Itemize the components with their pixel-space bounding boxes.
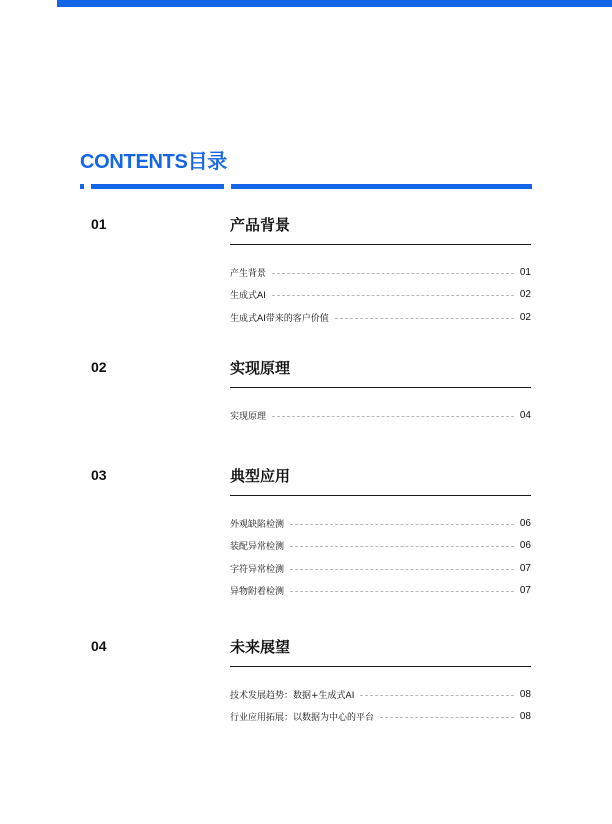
toc-entry-page: 02 (519, 311, 531, 323)
toc-entry-page: 02 (519, 289, 531, 301)
dotted-leader (290, 546, 514, 547)
toc-entry-page: 08 (519, 688, 531, 700)
toc-entry-label: 生成式AI (230, 291, 266, 302)
toc-entry[interactable] (230, 261, 531, 284)
toc-entry[interactable] (230, 683, 531, 706)
section-items (230, 683, 531, 728)
dotted-leader (272, 295, 514, 296)
toc-entry-page: 08 (519, 711, 531, 723)
section-number: 02 (91, 359, 107, 375)
toc-entry-label: 异物附着检测 (230, 587, 285, 598)
toc-entry[interactable] (230, 306, 531, 329)
dotted-leader (335, 318, 514, 319)
title-rule-dot (80, 184, 84, 189)
toc-entry[interactable] (230, 404, 531, 427)
section-items (230, 261, 531, 329)
contents-title: CONTENTS目录 (80, 151, 228, 173)
dotted-leader (290, 591, 514, 592)
section-title: 典型应用 (230, 467, 291, 485)
section-number: 04 (91, 638, 107, 654)
toc-entry[interactable] (230, 557, 531, 580)
toc-entry-label: 产生背景 (230, 268, 267, 279)
dotted-leader (380, 717, 514, 718)
section-items (230, 512, 531, 602)
title-rule-right (231, 184, 532, 189)
section-title: 实现原理 (230, 359, 291, 377)
toc-entry-label: 生成式AI带来的客户价值 (230, 313, 329, 324)
toc-entry-label: 字符异常检测 (230, 564, 285, 575)
dotted-leader (272, 273, 514, 274)
dotted-leader (360, 695, 514, 696)
toc-entry-label: 行业应用拓展：以数据为中心的平台 (230, 713, 375, 724)
top-accent-bar (57, 0, 612, 7)
section-rule (230, 666, 531, 667)
section-rule (230, 244, 531, 245)
toc-entry-label: 装配异常检测 (230, 542, 285, 553)
toc-entry-page: 07 (519, 585, 531, 597)
dotted-leader (272, 416, 514, 417)
section-title: 未来展望 (230, 638, 291, 656)
section-number: 03 (91, 467, 107, 483)
section-number: 01 (91, 216, 107, 232)
title-rule-left (91, 184, 224, 189)
section-rule (230, 387, 531, 388)
toc-entry[interactable] (230, 580, 531, 603)
toc-entry-page: 07 (519, 562, 531, 574)
section-rule (230, 495, 531, 496)
section-items (230, 404, 531, 427)
toc-entry-page: 04 (519, 409, 531, 421)
toc-entry-page: 06 (519, 540, 531, 552)
toc-entry[interactable] (230, 535, 531, 558)
toc-entry-page: 01 (519, 266, 531, 278)
toc-entry[interactable] (230, 284, 531, 307)
toc-entry-label: 实现原理 (230, 411, 267, 422)
toc-entry[interactable] (230, 706, 531, 729)
dotted-leader (290, 569, 514, 570)
section-title: 产品背景 (230, 216, 291, 234)
toc-entry-label: 外观缺陷检测 (230, 519, 285, 530)
dotted-leader (290, 524, 514, 525)
toc-entry-label: 技术发展趋势：数据+生成式AI (230, 690, 355, 701)
toc-entry-page: 06 (519, 517, 531, 529)
toc-entry[interactable] (230, 512, 531, 535)
